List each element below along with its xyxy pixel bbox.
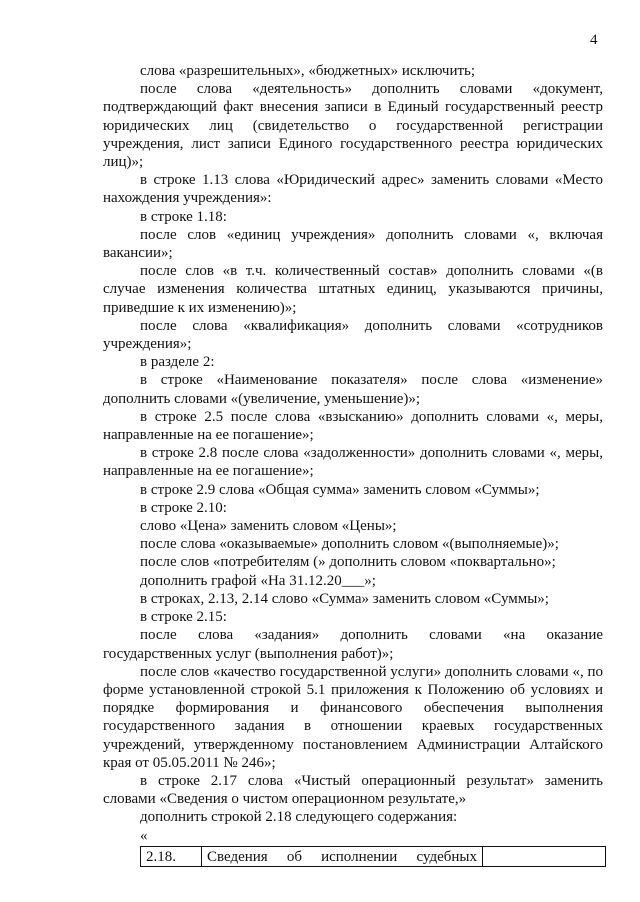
insert-table	[140, 846, 606, 867]
paragraph: в строке 1.13 слова «Юридический адрес» заменить словами «Место нахождения учреждения»:	[103, 172, 603, 207]
paragraph: в строке 2.9 слова «Общая сумма» заменить словом «Суммы»;	[140, 481, 540, 498]
paragraph: в строках, 2.13, 2.14 слово «Сумма» заменить словом «Суммы»;	[140, 590, 549, 607]
paragraph: в строке 2.10:	[140, 499, 227, 516]
paragraph: после слов «единиц учреждения» дополнить словами «, включая вакансии»;	[103, 226, 603, 262]
paragraph: в строке 2.8 после слова «задолженности» дополнить словами «, меры, направленные на ее погашение»;	[103, 445, 603, 480]
paragraph: после слова «квалификация» дополнить словами «сотрудников учреждения»;	[103, 317, 603, 353]
row-value-cell	[483, 846, 606, 866]
paragraph: после слов «в т.ч. количественный состав» дополнить словами «(в случае изменения количества штатных единиц, указываются причины, приведшие к их изменению)»;	[103, 263, 603, 316]
paragraph: в строке 1.18:	[140, 208, 227, 225]
opening-quote: «	[140, 827, 148, 844]
paragraph: в строке 2.5 после слова «взысканию» дополнить словами «, меры, направленные на ее погашение»;	[103, 408, 603, 444]
paragraph: после слов «качество государственной услуги» дополнить словами «, по форме установленной строкой 5.1 приложения к Положению об условиях и порядке формирования и финансового обеспечения выполнения государственного задания в отношении краевых государственных учреждений, утвержденному постановлением Администрации Алтайского края от 05.05.2011 № 246»;	[103, 663, 603, 771]
row-number-cell: 2.18.	[141, 846, 202, 866]
paragraph: в строке 2.17 слова «Чистый операционный результат» заменить словами «Сведения о чистом операционном результате,»	[103, 772, 603, 808]
paragraph: слово «Цена» заменить словом «Цены»;	[140, 518, 397, 535]
table-row	[141, 846, 606, 866]
paragraph: после слова «деятельность» дополнить словами «документ, подтверждающий факт внесения записи в Единый государственный реестр юридических лиц (свидетельство о государственной регистрации учреждения, лист записи Единого государственного реестра юридических лиц)»;	[103, 81, 603, 171]
page-number: 4	[590, 32, 598, 48]
paragraph: в строке «Наименование показателя» после слова «изменение» дополнить словами «(увеличение, уменьшение)»;	[103, 372, 603, 407]
paragraph: после слова «задания» дополнить словами «на оказание государственных услуг (выполнения работ)»;	[103, 627, 603, 662]
paragraph: после слова «оказываемые» дополнить словом «(выполняемые)»;	[140, 536, 559, 553]
row-text-cell: Сведения об исполнении судебных	[202, 846, 483, 866]
paragraph: дополнить строкой 2.18 следующего содержания:	[140, 809, 458, 826]
paragraph: в строке 2.15:	[140, 609, 227, 626]
paragraph: после слов «потребителям (» дополнить словом «поквартально»;	[140, 554, 556, 571]
document-body	[103, 62, 603, 867]
paragraph: в разделе 2:	[140, 354, 215, 371]
paragraph: слова «разрешительных», «бюджетных» исключить;	[140, 63, 476, 79]
paragraph: дополнить графой «На 31.12.20___»;	[140, 572, 376, 589]
